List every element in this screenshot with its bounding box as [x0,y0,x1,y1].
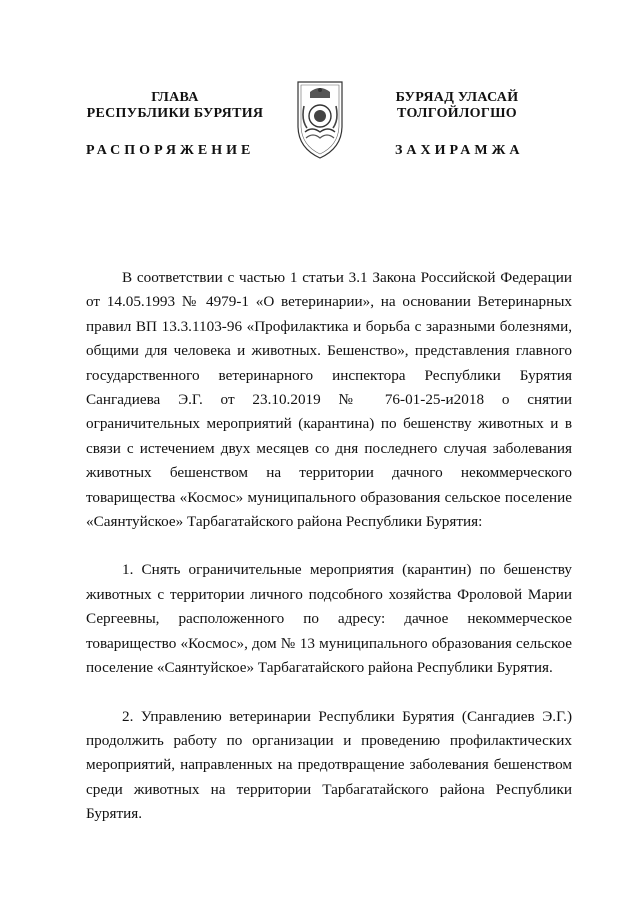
coat-of-arms-icon [294,76,346,160]
doc-type-russian: РАСПОРЯЖЕНИЕ [86,143,255,158]
issuer-buryat [372,90,542,122]
issuer-buryat-line-1: БУРЯАД УЛАСАЙ [395,90,519,105]
document-header [0,0,640,180]
item-2-paragraph: 2. Управлению ветеринарии Республики Бурятия (Сангадиев Э.Г.) продолжить работу по организации и проведению профилактических мероприятий, направленных на предотвращение заболевания бешенством среди животных на территории Тарбагатайского района Республики Бурятия. [86,707,572,823]
doc-type-buryat: ЗАХИРАМЖА [395,143,524,158]
document-body [86,266,572,851]
item-1-paragraph: 1. Снять ограничительные мероприятия (карантин) по бешенству животных с территории личного подсобного хозяйства Фроловой Марии Сергеевны, расположенного по адресу: дачное некоммерческое товарищество «Космос», дом № 13 муниципального образования сельское поселение «Саянтуйское» Тарбагатайского района Республики Бурятия. [86,561,572,677]
issuer-line-2: РЕСПУБЛИКИ БУРЯТИЯ [86,106,264,121]
issuer-line-1: ГЛАВА [151,90,199,105]
preamble-paragraph: В соответствии с частью 1 статьи 3.1 Закона Российской Федерации от 14.05.1993 № 4979-1 «О ветеринарии», на основании Ветеринарных правил ВП 13.3.1103-96 «Профилактика и борьба с заразными болезнями, общими для человека и животных. Бешенство», представления главного государственного ветеринарного инспектора Республики Бурятия Сангадиева Э.Г. от 23.10.2019 № 76-01-25-и2018 о снятии ограничительных мероприятий (карантина) по бешенству животных и в связи с истечением двух месяцев со дня последнего случая заболевания животных бешенством на территории дачного некоммерческого товарищества «Космос» муниципального образования сельское поселение «Саянтуйское» Тарбагатайского района Республики Бурятия: [86,269,572,531]
issuer-buryat-line-2: ТОЛГОЙЛОГШО [397,106,517,121]
issuer-russian [70,90,280,122]
